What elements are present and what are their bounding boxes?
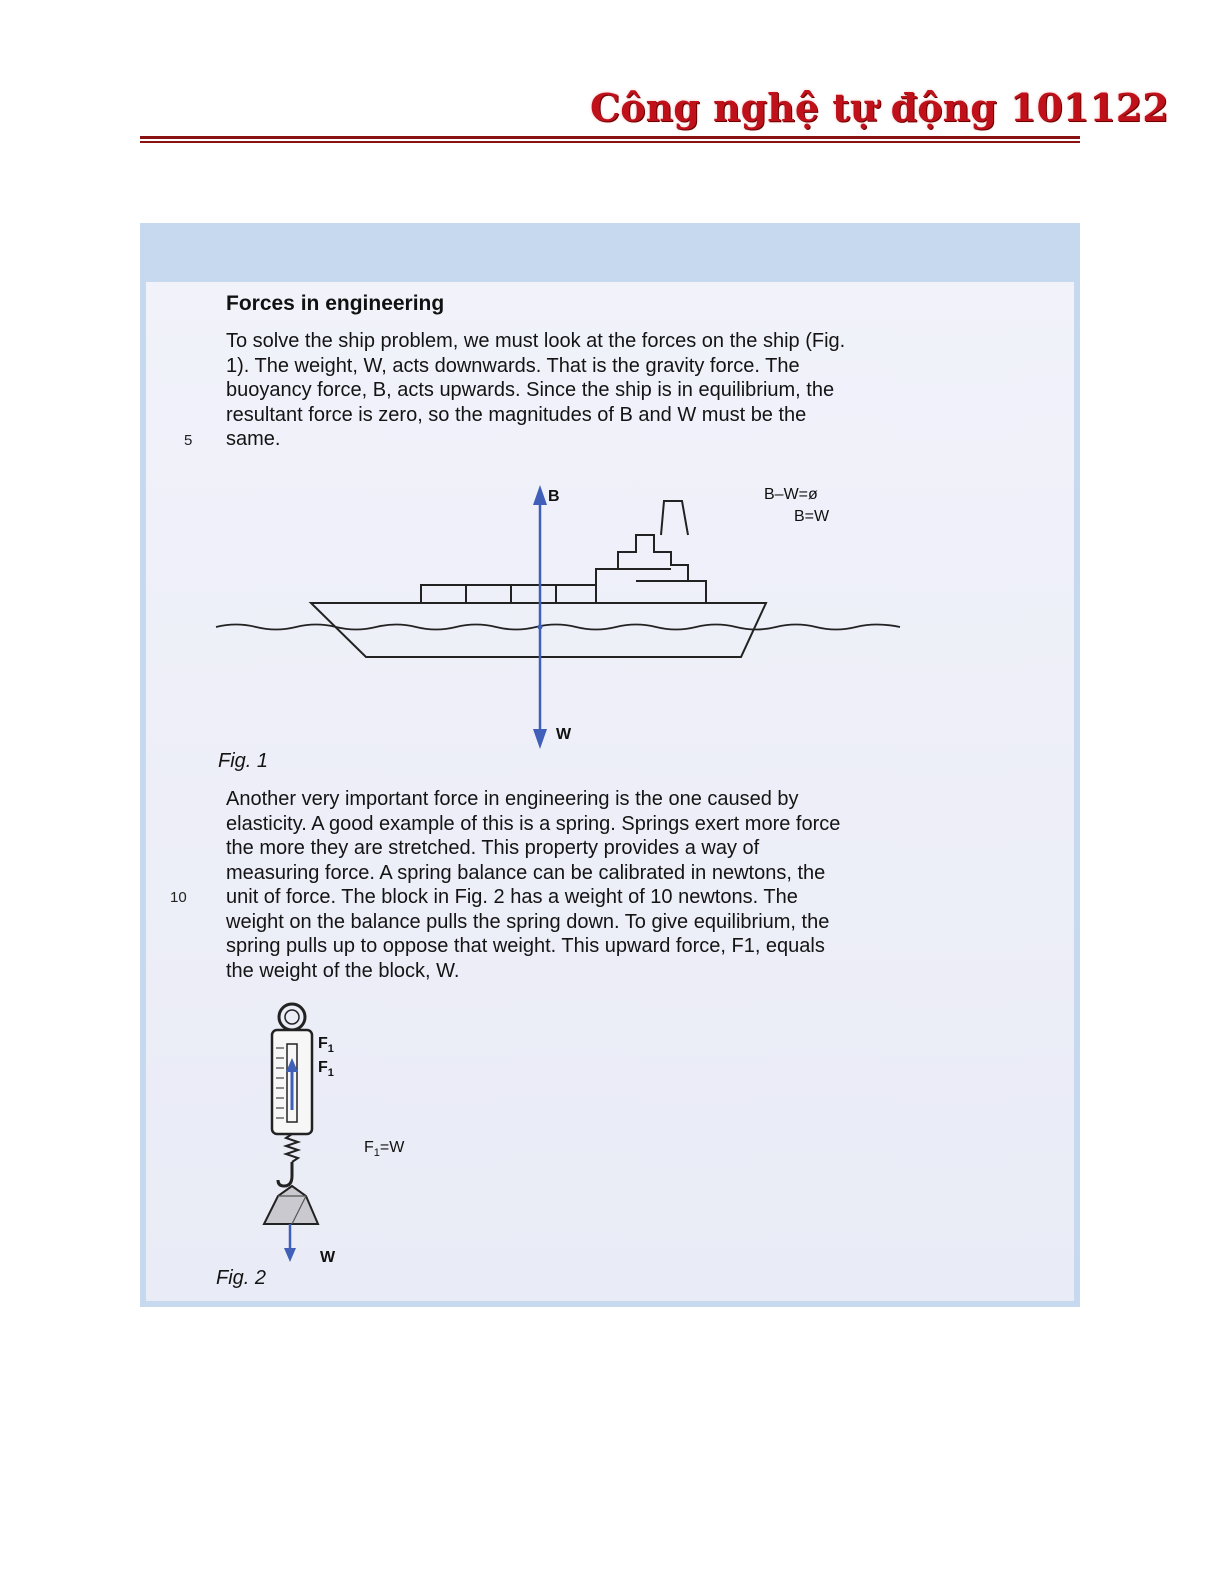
paragraph-line: unit of force. The block in Fig. 2 has a weight of 10 newtons. The xyxy=(226,886,798,908)
paragraph-line: measuring force. A spring balance can be calibrated in newtons, the xyxy=(226,861,826,884)
header-rule xyxy=(140,136,1080,139)
label-f1-bottom: $F_1$ xyxy=(318,1059,334,1079)
scanned-page xyxy=(146,282,1074,1301)
paragraph-line: elasticity. A good example of this is a spring. Springs exert more force xyxy=(226,812,841,835)
label-w: W xyxy=(556,726,572,743)
paragraph-line: Another very important force in engineering is the one caused by xyxy=(226,788,799,810)
balance-ring-inner xyxy=(285,1010,299,1024)
fig2-spring-balance xyxy=(206,1000,566,1270)
paragraph-1 xyxy=(226,329,845,452)
equation-b-minus-w: B–W=ø xyxy=(764,486,818,503)
balance-ring xyxy=(279,1004,305,1030)
paragraph-line: spring pulls up to oppose that weight. This upward force, F1, equals xyxy=(226,935,825,957)
equation-f1-equals-w: $F_1=W$ xyxy=(364,1139,405,1159)
section-heading: Forces in engineering xyxy=(226,292,445,315)
cargo-container xyxy=(466,585,511,603)
label-f1-top: $F_1$ xyxy=(318,1035,334,1055)
header-title: Công nghệ tự động 101122 xyxy=(590,85,1169,130)
paragraph-line: weight on the balance pulls the spring down. To give equilibrium, the xyxy=(226,910,830,933)
paragraph-2 xyxy=(226,787,840,983)
paragraph-line: 1). The weight, W, acts downwards. That is the gravity force. The xyxy=(226,354,800,377)
spring-coil xyxy=(286,1134,298,1162)
weight-arrowhead xyxy=(533,729,547,749)
ship-hull xyxy=(311,603,766,657)
paragraph-line: resultant force is zero, so the magnitudes of B and W must be the xyxy=(226,403,807,426)
equation-b-equals-w: B=W xyxy=(794,508,830,525)
label-b: B xyxy=(548,488,560,505)
paragraph-line: the weight of the block, W. xyxy=(226,959,460,982)
fig2-caption: Fig. 2 xyxy=(216,1267,267,1289)
buoyancy-arrowhead xyxy=(533,485,547,505)
fig1-ship-diagram xyxy=(206,477,906,757)
label-w: W xyxy=(320,1249,336,1266)
cargo-container xyxy=(421,585,466,603)
cargo-container xyxy=(511,585,556,603)
paragraph-line: same. xyxy=(226,428,281,450)
line-number: 5 xyxy=(184,432,193,449)
block-weight-arrowhead xyxy=(284,1248,296,1262)
water-line xyxy=(216,625,900,630)
paragraph-line: the more they are stretched. This property provides a way of xyxy=(226,837,760,859)
balance-hook xyxy=(278,1162,292,1186)
cargo-container xyxy=(556,585,596,603)
line-number: 10 xyxy=(170,889,187,906)
header-rule-thin xyxy=(140,141,1080,143)
force-origin xyxy=(538,625,543,630)
paragraph-line: To solve the ship problem, we must look at the forces on the ship (Fig. xyxy=(226,330,846,352)
weight-block xyxy=(264,1186,318,1224)
fig1-caption: Fig. 1 xyxy=(218,750,269,772)
paragraph-line: buoyancy force, B, acts upwards. Since the ship is in equilibrium, the xyxy=(226,379,835,401)
ship-funnel xyxy=(661,501,688,535)
